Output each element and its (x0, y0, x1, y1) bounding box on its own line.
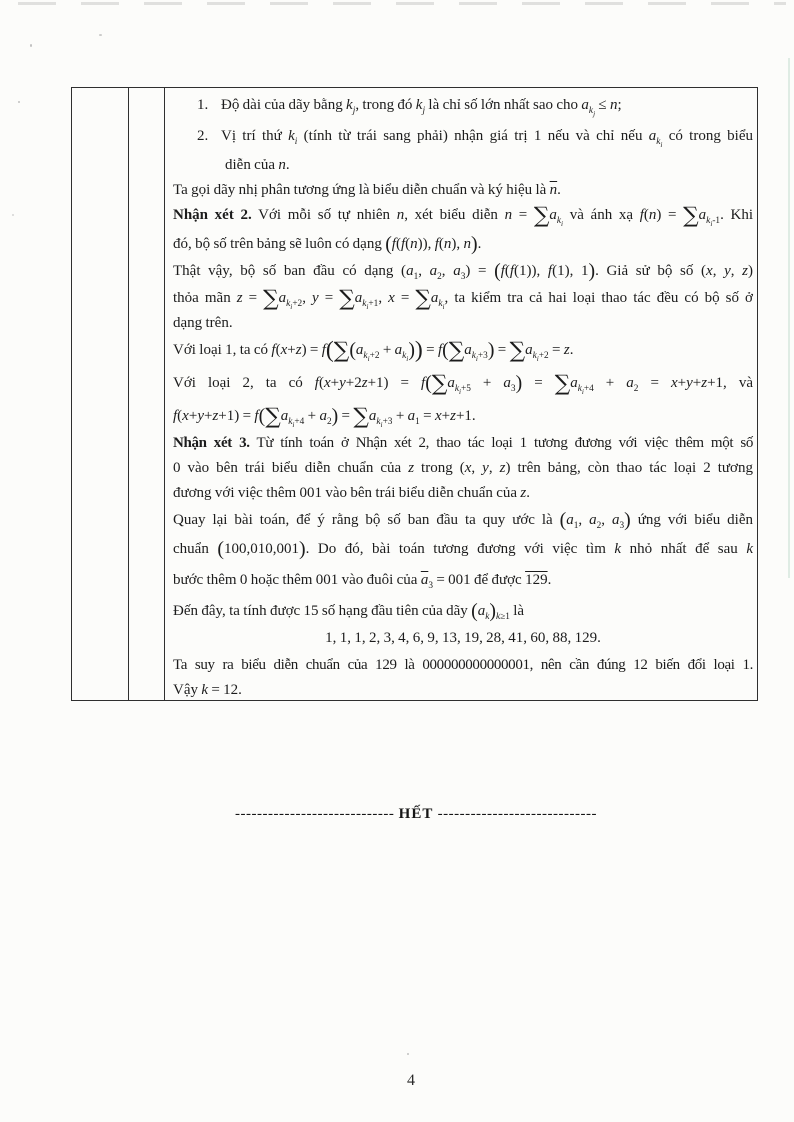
text-line: bước thêm 0 hoặc thêm 001 vào đuôi của $\overline{a}_3 = 001$ để được 129. (173, 572, 552, 591)
end-marker (0, 806, 794, 823)
end-marker-label: HẾT (398, 806, 434, 822)
text-line: Với loại 1, ta có $f(x+z) = f(\sum(a_{k_i+2} + a_{k_i})) = f(\sum a_{k_i+3}) = \sum a_{k_i+2} = z$. (173, 336, 574, 364)
text-line: Ta gọi dãy nhị phân tương ứng là biểu diễn chuẩn và ký hiệu là $\overline{n}$. (173, 182, 561, 198)
text-line: 0 vào bên trái biểu diễn chuẩn của z trong (x, y, z) trên bảng, còn thao tác loại 2 tương (173, 460, 753, 476)
text-line: Đến đây, ta tính được 15 số hạng đầu tiên của dãy $(a_k)_{k\ge 1}$ là (173, 599, 525, 622)
text-line: Ta suy ra biểu diễn chuẩn của 129 là 000000000000001, nên cần đúng 12 biến đổi loại 1. (173, 657, 753, 673)
text-line: đó, bộ số trên bảng sẽ luôn có dạng (f(f(n)), f(n), n). (173, 232, 482, 255)
end-marker-dashes: ----------------------------- (437, 806, 597, 822)
scan-speck (12, 214, 14, 216)
text-line: Nhận xét 3. Từ tính toán ở Nhận xét 2, thao tác loại 1 tương đương với việc thêm một số (173, 435, 753, 451)
text-line: dạng trên. (173, 315, 233, 331)
text-line: Nhận xét 2. Với mỗi số tự nhiên n, xét biểu diễn $n = \sum a_{k_i}$ và ánh xạ $f(n) = \sum a_{k_i-1}$. Khi (173, 203, 753, 229)
scan-noise-strip (18, 2, 786, 5)
answer-table (71, 87, 758, 701)
scan-speck (18, 101, 20, 103)
solution-cell (164, 88, 757, 700)
text-line: diễn của n. (225, 157, 290, 173)
solution-lines (173, 93, 753, 700)
scan-speck (407, 1053, 409, 1055)
text-line: Thật vậy, bộ số ban đầu có dạng ($a_1$, $a_2$, $a_3) = (f(f(1))$, f(1), 1). Giả sử bộ số (x, y, z) (173, 259, 754, 282)
text-line: Vậy k = 12. (173, 682, 242, 698)
text-line: đương với việc thêm 001 vào bên trái biểu diễn chuẩn của z. (173, 485, 531, 501)
scan-speck (30, 44, 32, 47)
text-line: 2. Vị trí thứ $k_i$ (tính từ trái sang phải) nhận giá trị 1 nếu và chỉ nếu $a_{k_i}$ có trong biểu (197, 128, 753, 149)
page-number: 4 (407, 1072, 415, 1089)
text-line: $f(x+y+z+1) = f(\sum a_{k_i+4} + a_2) = \sum a_{k_i+3} + a_1 = x+z+1$. (173, 404, 476, 430)
text-line: Với loại 2, ta có $f(x+y+2z+1) = f(\sum a_{k_i+5} + a_3) = \sum a_{k_i+4} + a_2 = x+y+z+1$, và (173, 371, 753, 397)
scan-speck (99, 34, 102, 36)
scan-edge-artifact (788, 58, 790, 578)
text-line: 1, 1, 1, 2, 3, 4, 6, 9, 13, 19, 28, 41, 60, 88, 129. (325, 630, 601, 646)
text-line: 1. Độ dài của dãy bằng $k_j$, trong đó $k_j$ là chỉ số lớn nhất sao cho $a_{k_j} \le n$; (197, 97, 622, 118)
text-line: Quay lại bài toán, để ý rằng bộ số ban đầu ta quy ước là ($a_1$, $a_2$, $a_3$) ứng với biểu diễn (173, 508, 753, 531)
end-marker-dashes: ----------------------------- (235, 806, 395, 822)
text-line: chuẩn (100,010,001). Do đó, bài toán tương đương với việc tìm k nhỏ nhất để sau k (173, 537, 753, 560)
text-line: thỏa mãn $z = \sum a_{k_i+2}$, $y = \sum a_{k_i+1}$, $x = \sum a_{k_i}$, ta kiểm tra cả hai loại thao tác đều có bộ số ở (173, 286, 753, 312)
table-column-divider (128, 88, 129, 700)
